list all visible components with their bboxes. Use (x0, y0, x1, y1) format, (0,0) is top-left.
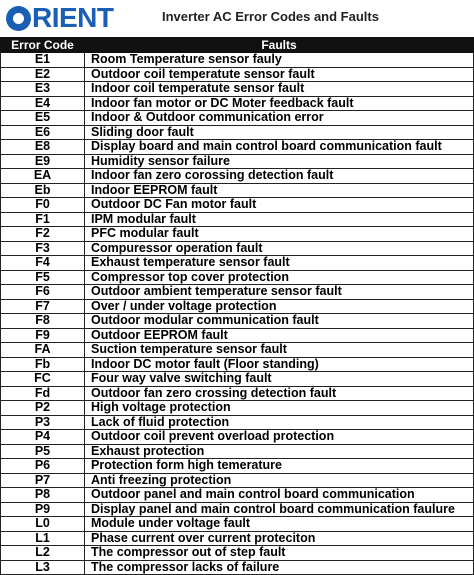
error-code-cell: F4 (1, 256, 85, 271)
fault-description-cell: Indoor fan zero corossing detection fault (85, 169, 474, 184)
fault-description-cell: Exhaust protection (85, 444, 474, 459)
error-code-cell: P7 (1, 473, 85, 488)
table-row (1, 386, 474, 401)
table-row (1, 546, 474, 561)
fault-description-cell: Lack of fluid protection (85, 415, 474, 430)
error-code-cell: EA (1, 169, 85, 184)
fault-description-cell: Room Temperature sensor fauly (85, 53, 474, 68)
logo-o-icon (6, 6, 31, 31)
table-row (1, 270, 474, 285)
fault-description-cell: Humidity sensor failure (85, 154, 474, 169)
error-code-cell: FA (1, 343, 85, 358)
error-code-cell: Eb (1, 183, 85, 198)
error-code-cell: E3 (1, 82, 85, 97)
error-code-cell: E6 (1, 125, 85, 140)
table-row (1, 517, 474, 532)
table-row (1, 82, 474, 97)
error-code-cell: F9 (1, 328, 85, 343)
table-row (1, 531, 474, 546)
page-header (0, 0, 474, 37)
fault-description-cell: High voltage protection (85, 401, 474, 416)
table-row (1, 125, 474, 140)
fault-description-cell: Outdoor panel and main control board communication (85, 488, 474, 503)
table-row (1, 560, 474, 575)
fault-description-cell: Outdoor DC Fan motor fault (85, 198, 474, 213)
fault-description-cell: Compressor top cover protection (85, 270, 474, 285)
table-row (1, 212, 474, 227)
fault-description-cell: Indoor & Outdoor communication error (85, 111, 474, 126)
fault-description-cell: Outdoor modular communication fault (85, 314, 474, 329)
error-code-cell: E4 (1, 96, 85, 111)
table-row (1, 96, 474, 111)
fault-description-cell: Sliding door fault (85, 125, 474, 140)
table-row (1, 502, 474, 517)
table-body (1, 53, 474, 575)
fault-description-cell: Compuressor operation fault (85, 241, 474, 256)
table-row (1, 241, 474, 256)
fault-description-cell: Anti freezing protection (85, 473, 474, 488)
table-row (1, 314, 474, 329)
fault-description-cell: Outdoor coil prevent overload protection (85, 430, 474, 445)
table-row (1, 67, 474, 82)
table-row (1, 154, 474, 169)
table-row (1, 372, 474, 387)
page-title: Inverter AC Error Codes and Faults (162, 9, 379, 24)
table-row (1, 357, 474, 372)
error-code-cell: L0 (1, 517, 85, 532)
error-code-cell: P4 (1, 430, 85, 445)
error-code-cell: L1 (1, 531, 85, 546)
table-row (1, 227, 474, 242)
table-header-row (1, 38, 474, 53)
fault-description-cell: Display board and main control board communication fault (85, 140, 474, 155)
table-row (1, 285, 474, 300)
fault-description-cell: Indoor DC motor fault (Floor standing) (85, 357, 474, 372)
error-code-cell: F5 (1, 270, 85, 285)
table-row (1, 430, 474, 445)
fault-description-cell: The compressor out of step fault (85, 546, 474, 561)
table-row (1, 140, 474, 155)
table-row (1, 415, 474, 430)
fault-description-cell: PFC modular fault (85, 227, 474, 242)
error-code-cell: P5 (1, 444, 85, 459)
table-row (1, 183, 474, 198)
error-code-cell: F2 (1, 227, 85, 242)
table-row (1, 488, 474, 503)
error-code-cell: L2 (1, 546, 85, 561)
brand-name: RIENT (32, 2, 114, 33)
error-code-cell: F0 (1, 198, 85, 213)
table-row (1, 401, 474, 416)
error-code-cell: E2 (1, 67, 85, 82)
error-code-cell: Fb (1, 357, 85, 372)
fault-description-cell: Outdoor EEPROM fault (85, 328, 474, 343)
fault-description-cell: Indoor EEPROM fault (85, 183, 474, 198)
table-row (1, 198, 474, 213)
error-code-cell: E8 (1, 140, 85, 155)
fault-description-cell: Indoor fan motor or DC Moter feedback fault (85, 96, 474, 111)
table-row (1, 343, 474, 358)
fault-description-cell: Outdoor ambient temperature sensor fault (85, 285, 474, 300)
error-code-cell: P2 (1, 401, 85, 416)
error-code-cell: E5 (1, 111, 85, 126)
table-row (1, 473, 474, 488)
error-code-cell: L3 (1, 560, 85, 575)
fault-description-cell: IPM modular fault (85, 212, 474, 227)
fault-description-cell: Display panel and main control board communication faulure (85, 502, 474, 517)
error-code-cell: P3 (1, 415, 85, 430)
error-code-cell: F6 (1, 285, 85, 300)
table-row (1, 53, 474, 68)
table-row (1, 444, 474, 459)
table-row (1, 299, 474, 314)
error-code-cell: E9 (1, 154, 85, 169)
error-code-table (0, 37, 474, 575)
column-header-faults: Faults (85, 38, 474, 53)
fault-description-cell: Module under voltage fault (85, 517, 474, 532)
error-code-cell: E1 (1, 53, 85, 68)
table-row (1, 169, 474, 184)
fault-description-cell: The compressor lacks of failure (85, 560, 474, 575)
table-row (1, 459, 474, 474)
fault-description-cell: Suction temperature sensor fault (85, 343, 474, 358)
fault-description-cell: Outdoor fan zero crossing detection fault (85, 386, 474, 401)
error-code-cell: F7 (1, 299, 85, 314)
fault-description-cell: Protection form high temerature (85, 459, 474, 474)
fault-description-cell: Phase current over current proteciton (85, 531, 474, 546)
error-code-cell: Fd (1, 386, 85, 401)
error-code-cell: P9 (1, 502, 85, 517)
table-row (1, 256, 474, 271)
error-code-cell: FC (1, 372, 85, 387)
fault-description-cell: Indoor coil temperatute sensor fault (85, 82, 474, 97)
table-row (1, 328, 474, 343)
fault-description-cell: Over / under voltage protection (85, 299, 474, 314)
error-code-cell: F1 (1, 212, 85, 227)
fault-description-cell: Four way valve switching fault (85, 372, 474, 387)
error-code-cell: F8 (1, 314, 85, 329)
table-row (1, 111, 474, 126)
column-header-error-code: Error Code (1, 38, 85, 53)
error-code-cell: F3 (1, 241, 85, 256)
fault-description-cell: Outdoor coil temperatute sensor fault (85, 67, 474, 82)
brand-logo (6, 3, 114, 33)
error-code-cell: P8 (1, 488, 85, 503)
fault-description-cell: Exhaust temperature sensor fault (85, 256, 474, 271)
error-code-cell: P6 (1, 459, 85, 474)
